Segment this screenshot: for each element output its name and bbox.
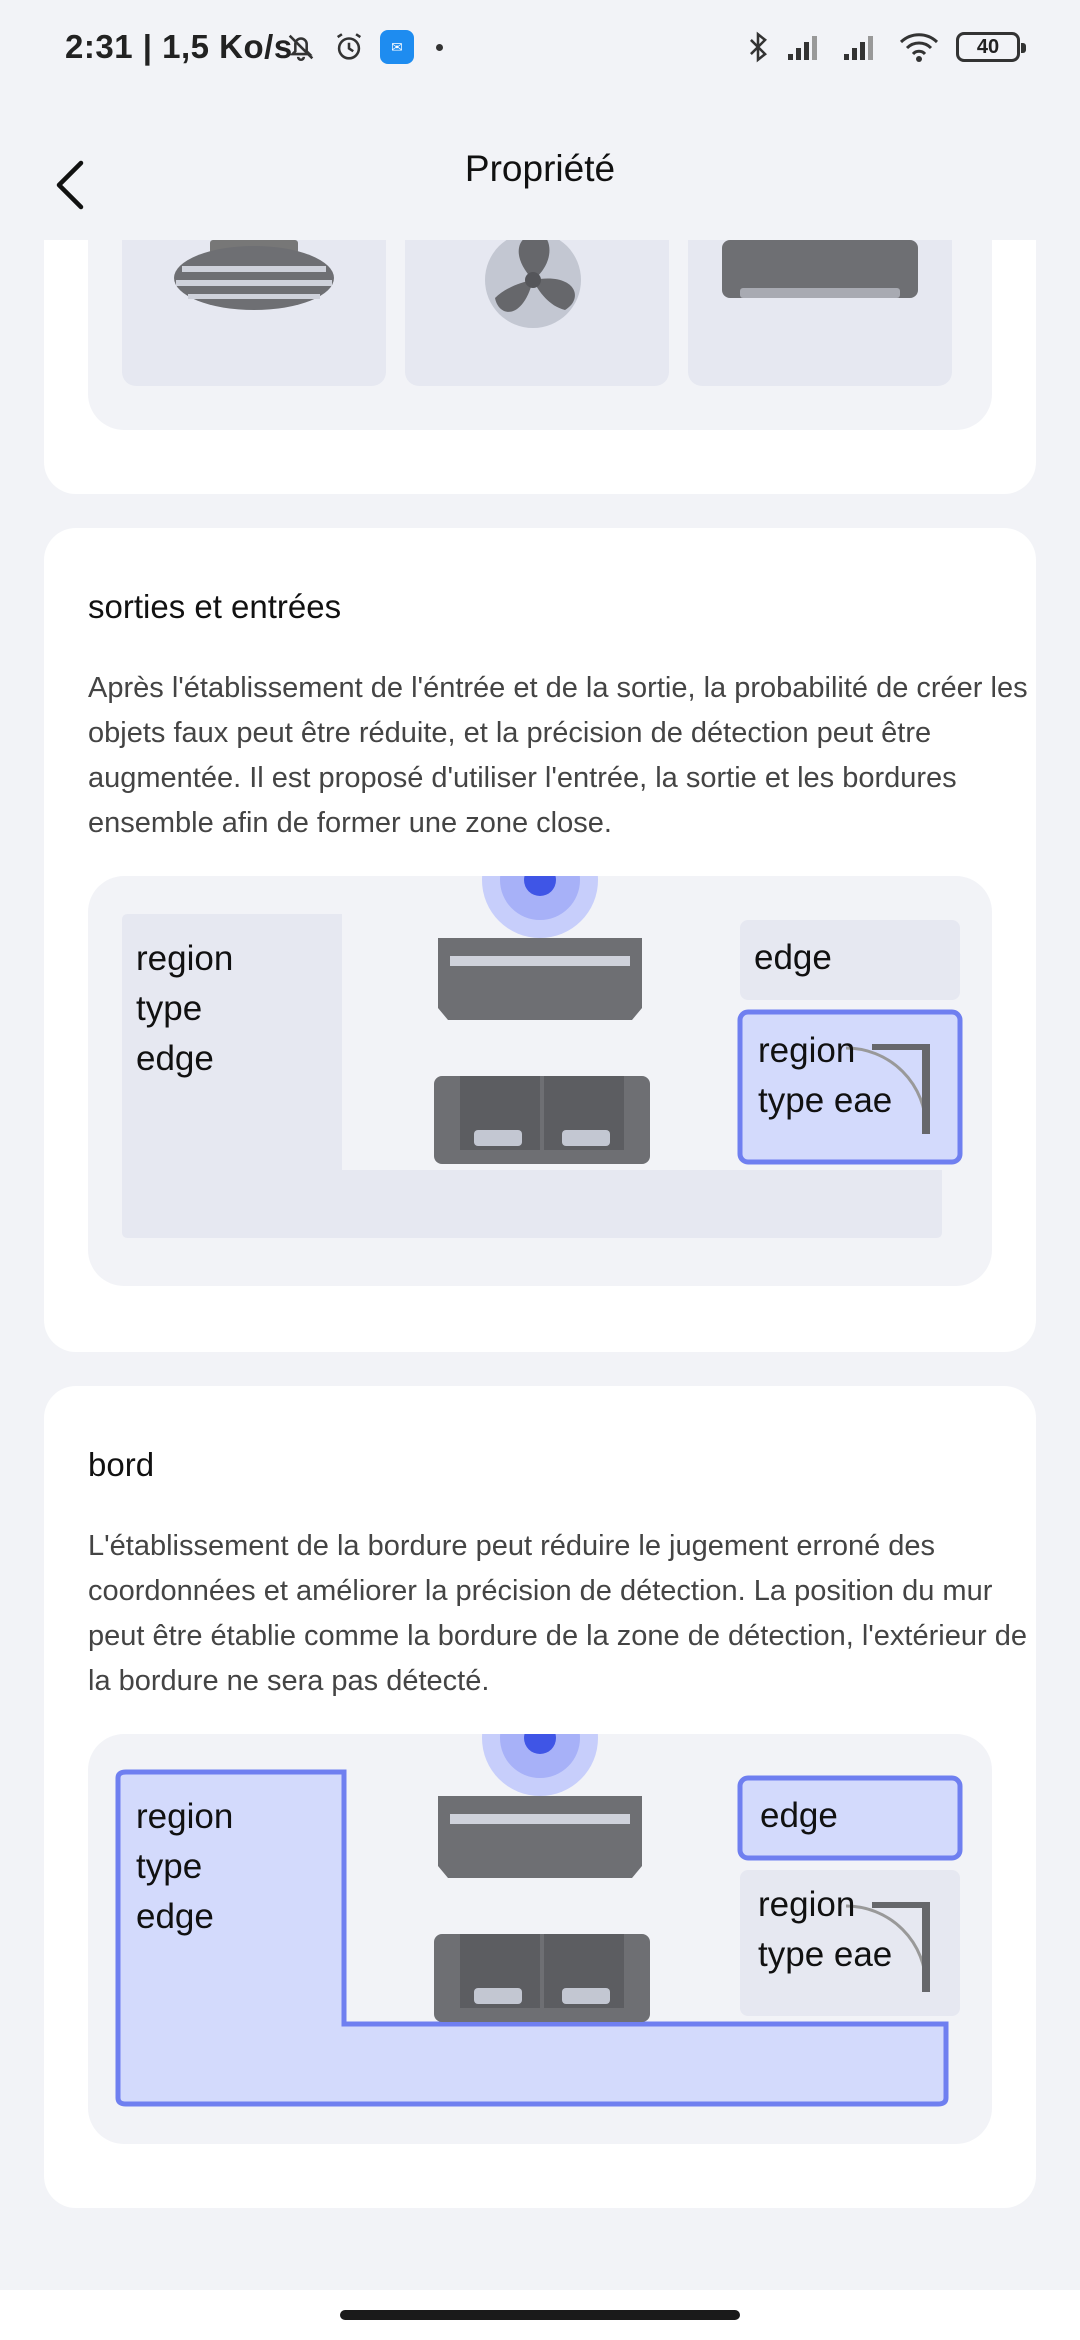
status-time-speed: 2:31 | 1,5 Ko/s — [65, 28, 293, 65]
region-label-line: edge — [136, 1039, 214, 1078]
content-scroll[interactable] — [0, 240, 1080, 2290]
signal-icon — [842, 32, 882, 62]
region-label-line: type eae — [758, 1081, 893, 1120]
card-description: Après l'établissement de l'éntrée et de la sortie, la probabilité de créer les objets faux peut être réduite, et la précision de détection peut être augmentée. Il est proposé d'utiliser l'entrée, la sortie et les bordures ensemble afin de former une zone close. — [88, 672, 1028, 839]
left-region-label — [136, 934, 233, 1084]
card-title: bord — [88, 1446, 155, 1483]
card-title: sorties et entrées — [88, 588, 342, 625]
region-label-line: region — [136, 939, 234, 978]
region-label-line: edge — [136, 1897, 214, 1936]
region-label-line: region — [136, 1797, 234, 1836]
edge-illustration — [88, 1734, 992, 2144]
region-label-line: region — [758, 1885, 856, 1924]
door-region-label — [758, 1026, 892, 1126]
entrances-exits-illustration — [88, 876, 992, 1286]
bluetooth-icon — [746, 30, 770, 64]
home-indicator[interactable] — [340, 2310, 740, 2320]
wifi-icon — [898, 31, 940, 63]
signal-icon — [786, 32, 826, 62]
device-illustration — [88, 240, 992, 430]
ac-tile — [688, 240, 952, 386]
left-region-label — [136, 1792, 233, 1942]
device-card — [44, 240, 1036, 494]
alarm-icon — [332, 30, 366, 64]
air-conditioner-icon — [688, 240, 952, 386]
bell-off-icon — [284, 30, 318, 64]
region-label-line: type — [136, 989, 203, 1028]
app-notification-icon: ✉ — [380, 30, 414, 64]
region-label-line: type — [136, 1847, 203, 1886]
entrances-exits-card — [44, 528, 1036, 1352]
page-title: Propriété — [464, 148, 616, 189]
fan-icon — [405, 240, 669, 386]
app-header — [0, 130, 1080, 240]
edge-label: edge — [760, 1796, 838, 1835]
status-bar — [0, 0, 1080, 100]
ceiling-lamp-icon — [122, 240, 386, 386]
region-label-line: type eae — [758, 1935, 893, 1974]
fan-tile — [405, 240, 669, 386]
door-region-label — [758, 1880, 892, 1980]
battery-level: 40 — [976, 35, 1000, 58]
edge-card — [44, 1386, 1036, 2208]
notification-dot — [436, 44, 443, 51]
ceiling-lamp-tile — [122, 240, 386, 386]
battery-icon — [956, 32, 1020, 62]
card-description: L'établissement de la bordure peut réduire le jugement erroné des coordonnées et améliorer la précision de détection. La position du mur peut être établie comme la bordure de la zone de détection, l'extérieur de la bordure ne sera pas détecté. — [88, 1530, 1027, 1697]
edge-label: edge — [754, 938, 832, 977]
region-label-line: region — [758, 1031, 856, 1070]
